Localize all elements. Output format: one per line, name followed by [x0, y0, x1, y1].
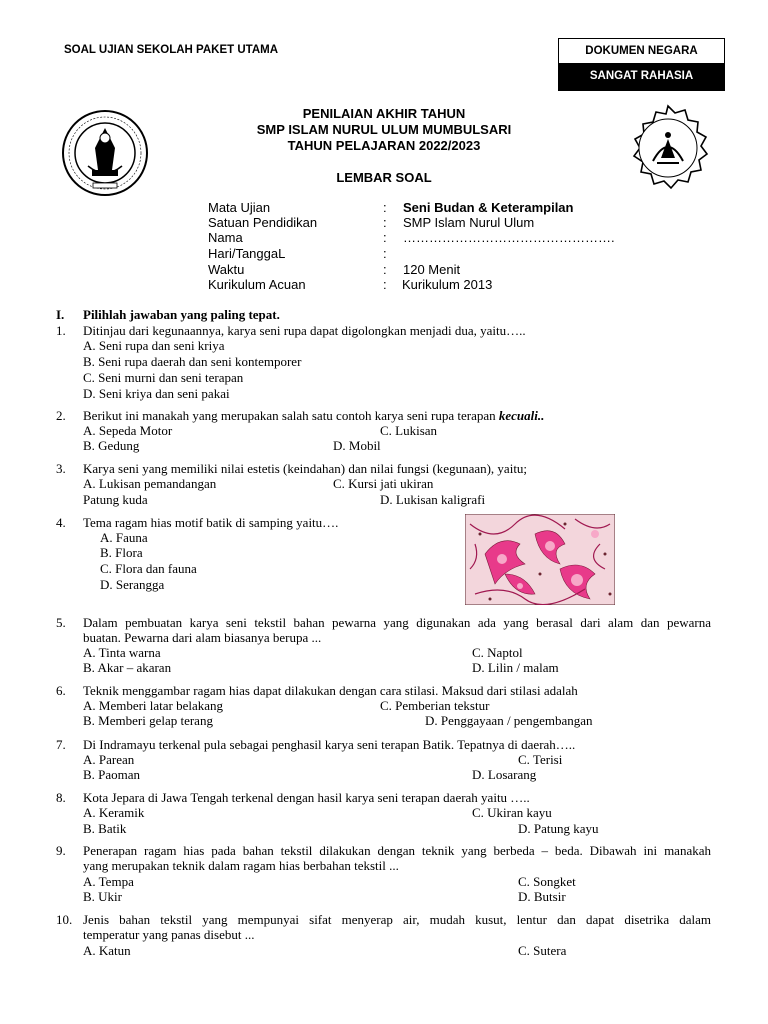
answer-option[interactable]: D. Lilin / malam	[472, 660, 559, 675]
answer-option[interactable]: C. Sutera	[518, 943, 567, 958]
answer-option[interactable]: C. Seni murni dan seni terapan	[83, 370, 244, 385]
answer-option[interactable]: C. Lukisan	[380, 423, 438, 438]
answer-option[interactable]: A. Sepeda Motor	[83, 423, 173, 438]
question-text-continued: yang merupakan teknik dalam ragam hias berbahan tekstil ...	[83, 858, 399, 873]
answer-option[interactable]: A. Seni rupa dan seni kriya	[83, 338, 225, 353]
batik-flora-motif-image	[465, 514, 615, 605]
answer-option[interactable]: C. Kursi jati ukiran	[333, 476, 434, 491]
classification-top-label: DOKUMEN NEGARA	[559, 39, 724, 63]
answer-option[interactable]: A. Tempa	[83, 874, 134, 889]
answer-option[interactable]: B. Seni rupa daerah dan seni kontemporer	[83, 354, 302, 369]
document-series-title: SOAL UJIAN SEKOLAH PAKET UTAMA	[64, 44, 279, 56]
answer-option[interactable]: A. Tinta warna	[83, 645, 161, 660]
question-number: 9.	[56, 843, 66, 858]
answer-option[interactable]: C. Terisi	[518, 752, 563, 767]
meta-value: Seni Budan & Keterampilan	[403, 200, 574, 215]
answer-option[interactable]: D. Lukisan kaligrafi	[380, 492, 486, 507]
answer-option[interactable]: B. Memberi gelap terang	[83, 713, 213, 728]
question-text: Di Indramayu terkenal pula sebagai penghasil karya seni terapan Batik. Tepatnya di daerah…..	[83, 737, 576, 752]
meta-value: Kurikulum 2013	[402, 277, 493, 292]
answer-option[interactable]: D. Losarang	[472, 767, 537, 782]
question-text-continued: temperatur yang panas disebut ...	[83, 927, 255, 942]
question-text: Jenis bahan tekstil yang mempunyai sifat menyerap air, mudah kusut, lentur dan dapat disetrika dalam	[83, 912, 711, 927]
classification-box	[558, 38, 725, 91]
meta-label: Hari/TanggaL	[208, 246, 286, 261]
meta-value: SMP Islam Nurul Ulum	[403, 215, 535, 230]
section-number: I.	[56, 307, 65, 322]
answer-option[interactable]: D. Seni kriya dan seni pakai	[83, 386, 230, 401]
answer-option[interactable]: D. Serangga	[100, 577, 165, 592]
answer-option[interactable]: B. Akar – akaran	[83, 660, 172, 675]
question-text	[83, 408, 544, 423]
question-text: Dalam pembuatan karya seni tekstil bahan pewarna yang digunakan ada yang berasal dari alam dan pewarna	[83, 615, 711, 630]
question-text-emphasis: kecuali..	[498, 408, 545, 423]
question-text: Karya seni yang memiliki nilai estetis (keindahan) dan nilai fungsi (kegunaan), yaitu;	[83, 461, 528, 476]
question-number: 5.	[56, 615, 66, 630]
answer-option[interactable]: D. Mobil	[333, 438, 381, 453]
question-number: 4.	[56, 515, 66, 530]
question-number: 6.	[56, 683, 66, 698]
assessment-title: PENILAIAN AKHIR TAHUN	[302, 106, 466, 121]
question-number: 7.	[56, 737, 66, 752]
answer-option[interactable]: A. Katun	[83, 943, 131, 958]
answer-option[interactable]: C. Pemberian tekstur	[380, 698, 490, 713]
question-number: 2.	[56, 408, 66, 423]
answer-option[interactable]: C. Songket	[518, 874, 576, 889]
question-text: Kota Jepara di Jawa Tengah terkenal dengan hasil karya seni terapan daerah yaitu …..	[83, 790, 530, 805]
answer-option[interactable]: B. Paoman	[83, 767, 141, 782]
academic-year: TAHUN PELAJARAN 2022/2023	[287, 138, 481, 153]
question-number: 1.	[56, 323, 66, 338]
question-text-main: Berikut ini manakah yang merupakan salah satu contoh karya seni rupa terapan	[83, 408, 499, 423]
question-number: 10.	[56, 912, 73, 927]
answer-option[interactable]: B. Flora	[100, 545, 143, 560]
answer-option[interactable]: C. Ukiran kayu	[472, 805, 552, 820]
meta-label: Nama	[208, 230, 243, 245]
answer-option[interactable]: C. Flora dan fauna	[100, 561, 197, 576]
answer-option[interactable]: A. Keramik	[83, 805, 145, 820]
answer-option[interactable]: A. Lukisan pemandangan	[83, 476, 217, 491]
answer-option[interactable]: D. Penggayaan / pengembangan	[425, 713, 593, 728]
school-name: SMP ISLAM NURUL ULUM MUMBULSARI	[256, 122, 512, 137]
question-text: Tema ragam hias motif batik di samping yaitu….	[83, 515, 339, 530]
answer-option[interactable]: D. Butsir	[518, 889, 566, 904]
answer-option[interactable]: Patung kuda	[83, 492, 148, 507]
name-field[interactable]: ………………………………………….	[403, 230, 615, 245]
question-text: Penerapan ragam hias pada bahan tekstil dilakukan dengan teknik yang berbeda – beda. Dibawah ini manakah	[83, 843, 711, 858]
meta-label: Kurikulum Acuan	[208, 277, 306, 292]
classification-bottom-label: SANGAT RAHASIA	[559, 63, 724, 90]
answer-option[interactable]: A. Fauna	[100, 530, 148, 545]
answer-option[interactable]: C. Naptol	[472, 645, 523, 660]
meta-label: Waktu	[208, 262, 245, 277]
answer-option[interactable]: B. Batik	[83, 821, 127, 836]
answer-option[interactable]: D. Patung kayu	[518, 821, 599, 836]
question-text: Ditinjau dari kegunaannya, karya seni rupa dapat digolongkan menjadi dua, yaitu…..	[83, 323, 526, 338]
meta-label: Mata Ujian	[208, 200, 271, 215]
meta-label: Satuan Pendidikan	[208, 215, 318, 230]
question-text-continued: buatan. Pewarna dari alam biasanya berupa ...	[83, 630, 322, 645]
section-instruction: Pilihlah jawaban yang paling tepat.	[83, 307, 280, 322]
answer-option[interactable]: B. Ukir	[83, 889, 122, 904]
meta-value: 120 Menit	[403, 262, 461, 277]
question-text: Teknik menggambar ragam hias dapat dilakukan dengan cara stilasi. Maksud dari stilasi adalah	[83, 683, 578, 698]
answer-option[interactable]: B. Gedung	[83, 438, 140, 453]
answer-option[interactable]: A. Parean	[83, 752, 135, 767]
answer-option[interactable]: A. Memberi latar belakang	[83, 698, 224, 713]
document-type: LEMBAR SOAL	[336, 170, 432, 185]
question-number: 8.	[56, 790, 66, 805]
question-number: 3.	[56, 461, 66, 476]
